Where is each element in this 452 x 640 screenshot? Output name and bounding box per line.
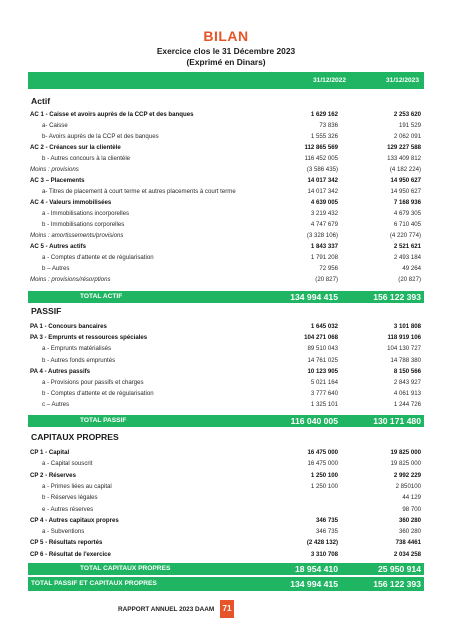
value-2023: 2 843 927 <box>393 379 421 386</box>
table-row <box>28 142 424 153</box>
value-2023: 14 950 627 <box>390 177 421 184</box>
value-2022: 89 510 043 <box>307 345 338 353</box>
row-label: AC 1 - Caisse et avoirs auprès de la CCP et des banques <box>30 111 194 118</box>
value-2023: (4 220 774) <box>389 232 421 239</box>
row-label: b – Autres <box>42 265 70 272</box>
row-label: CP 4 - Autres capitaux propres <box>30 516 119 524</box>
value-2023: 19 825 000 <box>390 449 421 456</box>
table-row <box>28 526 424 537</box>
table-row <box>28 504 424 515</box>
column-header-bar <box>28 72 424 89</box>
table-row <box>28 366 424 377</box>
value-2022: 104 271 068 <box>304 334 338 342</box>
subtitle-unit: (Exprimé en Dinars) <box>186 57 266 67</box>
value-2023: 19 825 000 <box>390 460 421 468</box>
table-row <box>28 175 424 186</box>
value-2022: 1 250 100 <box>310 482 338 490</box>
row-label: CP 2 - Réserves <box>30 471 76 479</box>
row-label: a - Primes liées au capital <box>42 482 112 490</box>
value-2023: 8 150 566 <box>393 367 421 375</box>
row-label: Moins : provisions/résorptions <box>30 276 111 283</box>
table-row <box>28 164 424 175</box>
value-2022: 4 639 005 <box>310 199 338 206</box>
value-2023: 2 062 091 <box>393 133 421 140</box>
table-row <box>28 343 424 354</box>
row-label: a - Immobilisations incorporelles <box>42 210 130 217</box>
row-label: b- Avoirs auprès de la CCP et des banques <box>42 133 159 140</box>
value-2023: 129 227 588 <box>387 144 421 151</box>
table-row <box>28 120 424 131</box>
page-subtitle <box>0 46 452 68</box>
row-label: b - Autres concours à la clientèle <box>42 155 131 162</box>
table-row <box>28 230 424 241</box>
total-passif-2022: 116 040 005 <box>290 416 338 426</box>
row-label: b - Autres fonds empruntés <box>42 356 116 364</box>
value-2023: 2 521 621 <box>393 243 421 250</box>
value-2023: 14 788 380 <box>390 356 421 364</box>
row-label: c – Autres <box>42 401 70 409</box>
value-2022: 346 735 <box>315 528 338 536</box>
value-2023: 104 130 727 <box>387 345 421 353</box>
value-2022: 1 843 337 <box>310 243 338 250</box>
section-title-actif: Actif <box>31 96 51 106</box>
value-2022: 16 475 000 <box>307 460 338 468</box>
table-row <box>28 219 424 230</box>
value-2022: 112 865 569 <box>304 144 338 151</box>
total-passif-label: TOTAL PASSIF <box>80 417 127 424</box>
grand-total-row <box>28 577 424 591</box>
table-row <box>28 537 424 548</box>
column-header-2023: 31/12/2023 <box>385 77 419 84</box>
value-2022: 73 836 <box>319 122 338 129</box>
value-2023: (4 182 224) <box>389 166 421 173</box>
table-row <box>28 549 424 560</box>
total-actif-label: TOTAL ACTIF <box>80 293 123 300</box>
table-row <box>28 153 424 164</box>
row-label: AC 5 - Autres actifs <box>30 243 86 250</box>
table-row <box>28 377 424 388</box>
table-row <box>28 131 424 142</box>
table-row <box>28 332 424 343</box>
value-2023: 2 850100 <box>395 482 421 490</box>
value-2022: 72 956 <box>319 265 338 272</box>
value-2022: 5 021 164 <box>310 379 338 386</box>
table-row <box>28 447 424 458</box>
value-2022: 1 555 326 <box>310 133 338 140</box>
value-2022: 16 475 000 <box>307 449 338 456</box>
column-header-2022: 31/12/2022 <box>312 77 346 84</box>
row-label: PA 3 - Emprunts et ressources spéciales <box>30 334 148 342</box>
section-title-capitaux: CAPITAUX PROPRES <box>31 432 119 442</box>
table-row <box>28 515 424 526</box>
total-capitaux-2023: 25 950 914 <box>377 564 421 574</box>
row-label: b - Comptes d'attente et de régularisation <box>42 390 154 398</box>
table-row <box>28 388 424 399</box>
value-2022: 346 735 <box>315 516 338 524</box>
row-label: a - Emprunts matérialisés <box>42 345 112 353</box>
page-title: BILAN <box>203 28 249 44</box>
row-label: CP 5 - Résultats reportés <box>30 539 103 547</box>
value-2022: 3 777 640 <box>310 390 338 398</box>
value-2023: (20 827) <box>398 276 421 283</box>
value-2023: 98 700 <box>402 505 421 513</box>
row-label: a - Comptes d'attente et de régularisation <box>42 254 154 261</box>
value-2022: (3 328 106) <box>306 232 338 239</box>
value-2023: 6 710 405 <box>393 221 421 228</box>
page-number: 71 <box>220 600 234 618</box>
table-row <box>28 458 424 469</box>
value-2022: 1 629 162 <box>310 111 338 118</box>
grand-total-2023: 156 122 393 <box>373 579 421 589</box>
value-2023: 49 264 <box>402 265 421 272</box>
row-label: CP 1 - Capital <box>30 449 70 456</box>
table-row <box>28 263 424 274</box>
value-2023: 14 950 627 <box>390 188 421 195</box>
value-2023: 7 168 936 <box>393 199 421 206</box>
value-2023: 360 280 <box>398 516 421 524</box>
table-row <box>28 399 424 410</box>
value-2023: 1 244 726 <box>393 401 421 409</box>
subtitle-period: Exercice clos le 31 Décembre 2023 <box>156 46 296 56</box>
table-row <box>28 274 424 285</box>
value-2022: 14 017 342 <box>307 177 338 184</box>
grand-total-label: TOTAL PASSIF ET CAPITAUX PROPRES <box>31 580 157 587</box>
value-2023: 2 253 620 <box>393 111 421 118</box>
table-row <box>28 252 424 263</box>
value-2023: 118 919 106 <box>387 334 421 342</box>
value-2022: 4 747 679 <box>310 221 338 228</box>
value-2022: 10 123 905 <box>307 367 338 375</box>
row-label: b - Réserves légales <box>42 494 98 502</box>
value-2023: 2 034 258 <box>393 550 421 558</box>
row-label: AC 4 - Valeurs immobilisées <box>30 199 112 206</box>
total-actif-2022: 134 994 415 <box>290 292 338 302</box>
row-label: PA 4 - Autres passifs <box>30 367 91 375</box>
value-2023: 2 493 184 <box>393 254 421 261</box>
total-capitaux-row <box>28 563 424 575</box>
value-2022: 1 325 101 <box>310 401 338 409</box>
row-label: AC 2 - Créances sur la clientèle <box>30 144 121 151</box>
row-label: a - Capital souscrit <box>42 460 93 468</box>
table-row <box>28 186 424 197</box>
row-label: a- Titres de placement à court terme et autres placements à court terme <box>42 188 236 195</box>
total-capitaux-2022: 18 954 410 <box>294 564 338 574</box>
value-2023: 738 4461 <box>395 539 421 547</box>
value-2022: 1 250 100 <box>310 471 338 479</box>
value-2023: 44 129 <box>402 494 421 502</box>
value-2022: 14 761 025 <box>307 356 338 364</box>
value-2022: 116 452 005 <box>304 155 338 162</box>
value-2023: 4 061 913 <box>393 390 421 398</box>
total-passif-2023: 130 171 480 <box>373 416 421 426</box>
row-label: CP 6 - Résultat de l'exercice <box>30 550 111 558</box>
value-2023: 191 529 <box>398 122 421 129</box>
table-row <box>28 208 424 219</box>
row-label: a - Subventions <box>42 528 85 536</box>
value-2022: 1 791 208 <box>310 254 338 261</box>
row-label: PA 1 - Concours bancaires <box>30 323 107 330</box>
row-label: e - Autres réserves <box>42 505 94 513</box>
row-label: b - Immobilisations corporelles <box>42 221 125 228</box>
value-2022: 1 645 032 <box>310 323 338 330</box>
table-row <box>28 241 424 252</box>
total-actif-2023: 156 122 393 <box>373 292 421 302</box>
table-row <box>28 197 424 208</box>
value-2023: 2 992 229 <box>393 471 421 479</box>
row-label: a - Provisions pour passifs et charges <box>42 379 144 386</box>
table-row <box>28 109 424 120</box>
grand-total-2022: 134 994 415 <box>290 579 338 589</box>
table-row <box>28 470 424 481</box>
table-row <box>28 492 424 503</box>
total-capitaux-label: TOTAL CAPITAUX PROPRES <box>80 565 171 572</box>
table-row <box>28 355 424 366</box>
value-2022: (2 428 132) <box>306 539 338 547</box>
table-row <box>28 481 424 492</box>
footer-report-title: RAPPORT ANNUEL 2023 DAAM <box>118 606 215 613</box>
value-2023: 360 280 <box>398 528 421 536</box>
value-2022: 14 017 342 <box>307 188 338 195</box>
value-2022: 3 310 708 <box>310 550 338 558</box>
total-passif-row <box>28 415 424 427</box>
value-2022: (20 827) <box>315 276 338 283</box>
value-2023: 133 409 812 <box>387 155 421 162</box>
total-actif-row <box>28 291 424 303</box>
value-2023: 4 679 305 <box>393 210 421 217</box>
row-label: a- Caisse <box>42 122 68 129</box>
section-title-passif: PASSIF <box>31 306 62 316</box>
value-2022: (3 586 435) <box>306 166 338 173</box>
row-label: Moins : amortissements/provisions <box>30 232 124 239</box>
row-label: Moins : provisions <box>30 166 79 173</box>
row-label: AC 3 – Placements <box>30 177 85 184</box>
value-2022: 3 219 432 <box>310 210 338 217</box>
table-row <box>28 321 424 332</box>
value-2023: 3 101 808 <box>393 323 421 330</box>
